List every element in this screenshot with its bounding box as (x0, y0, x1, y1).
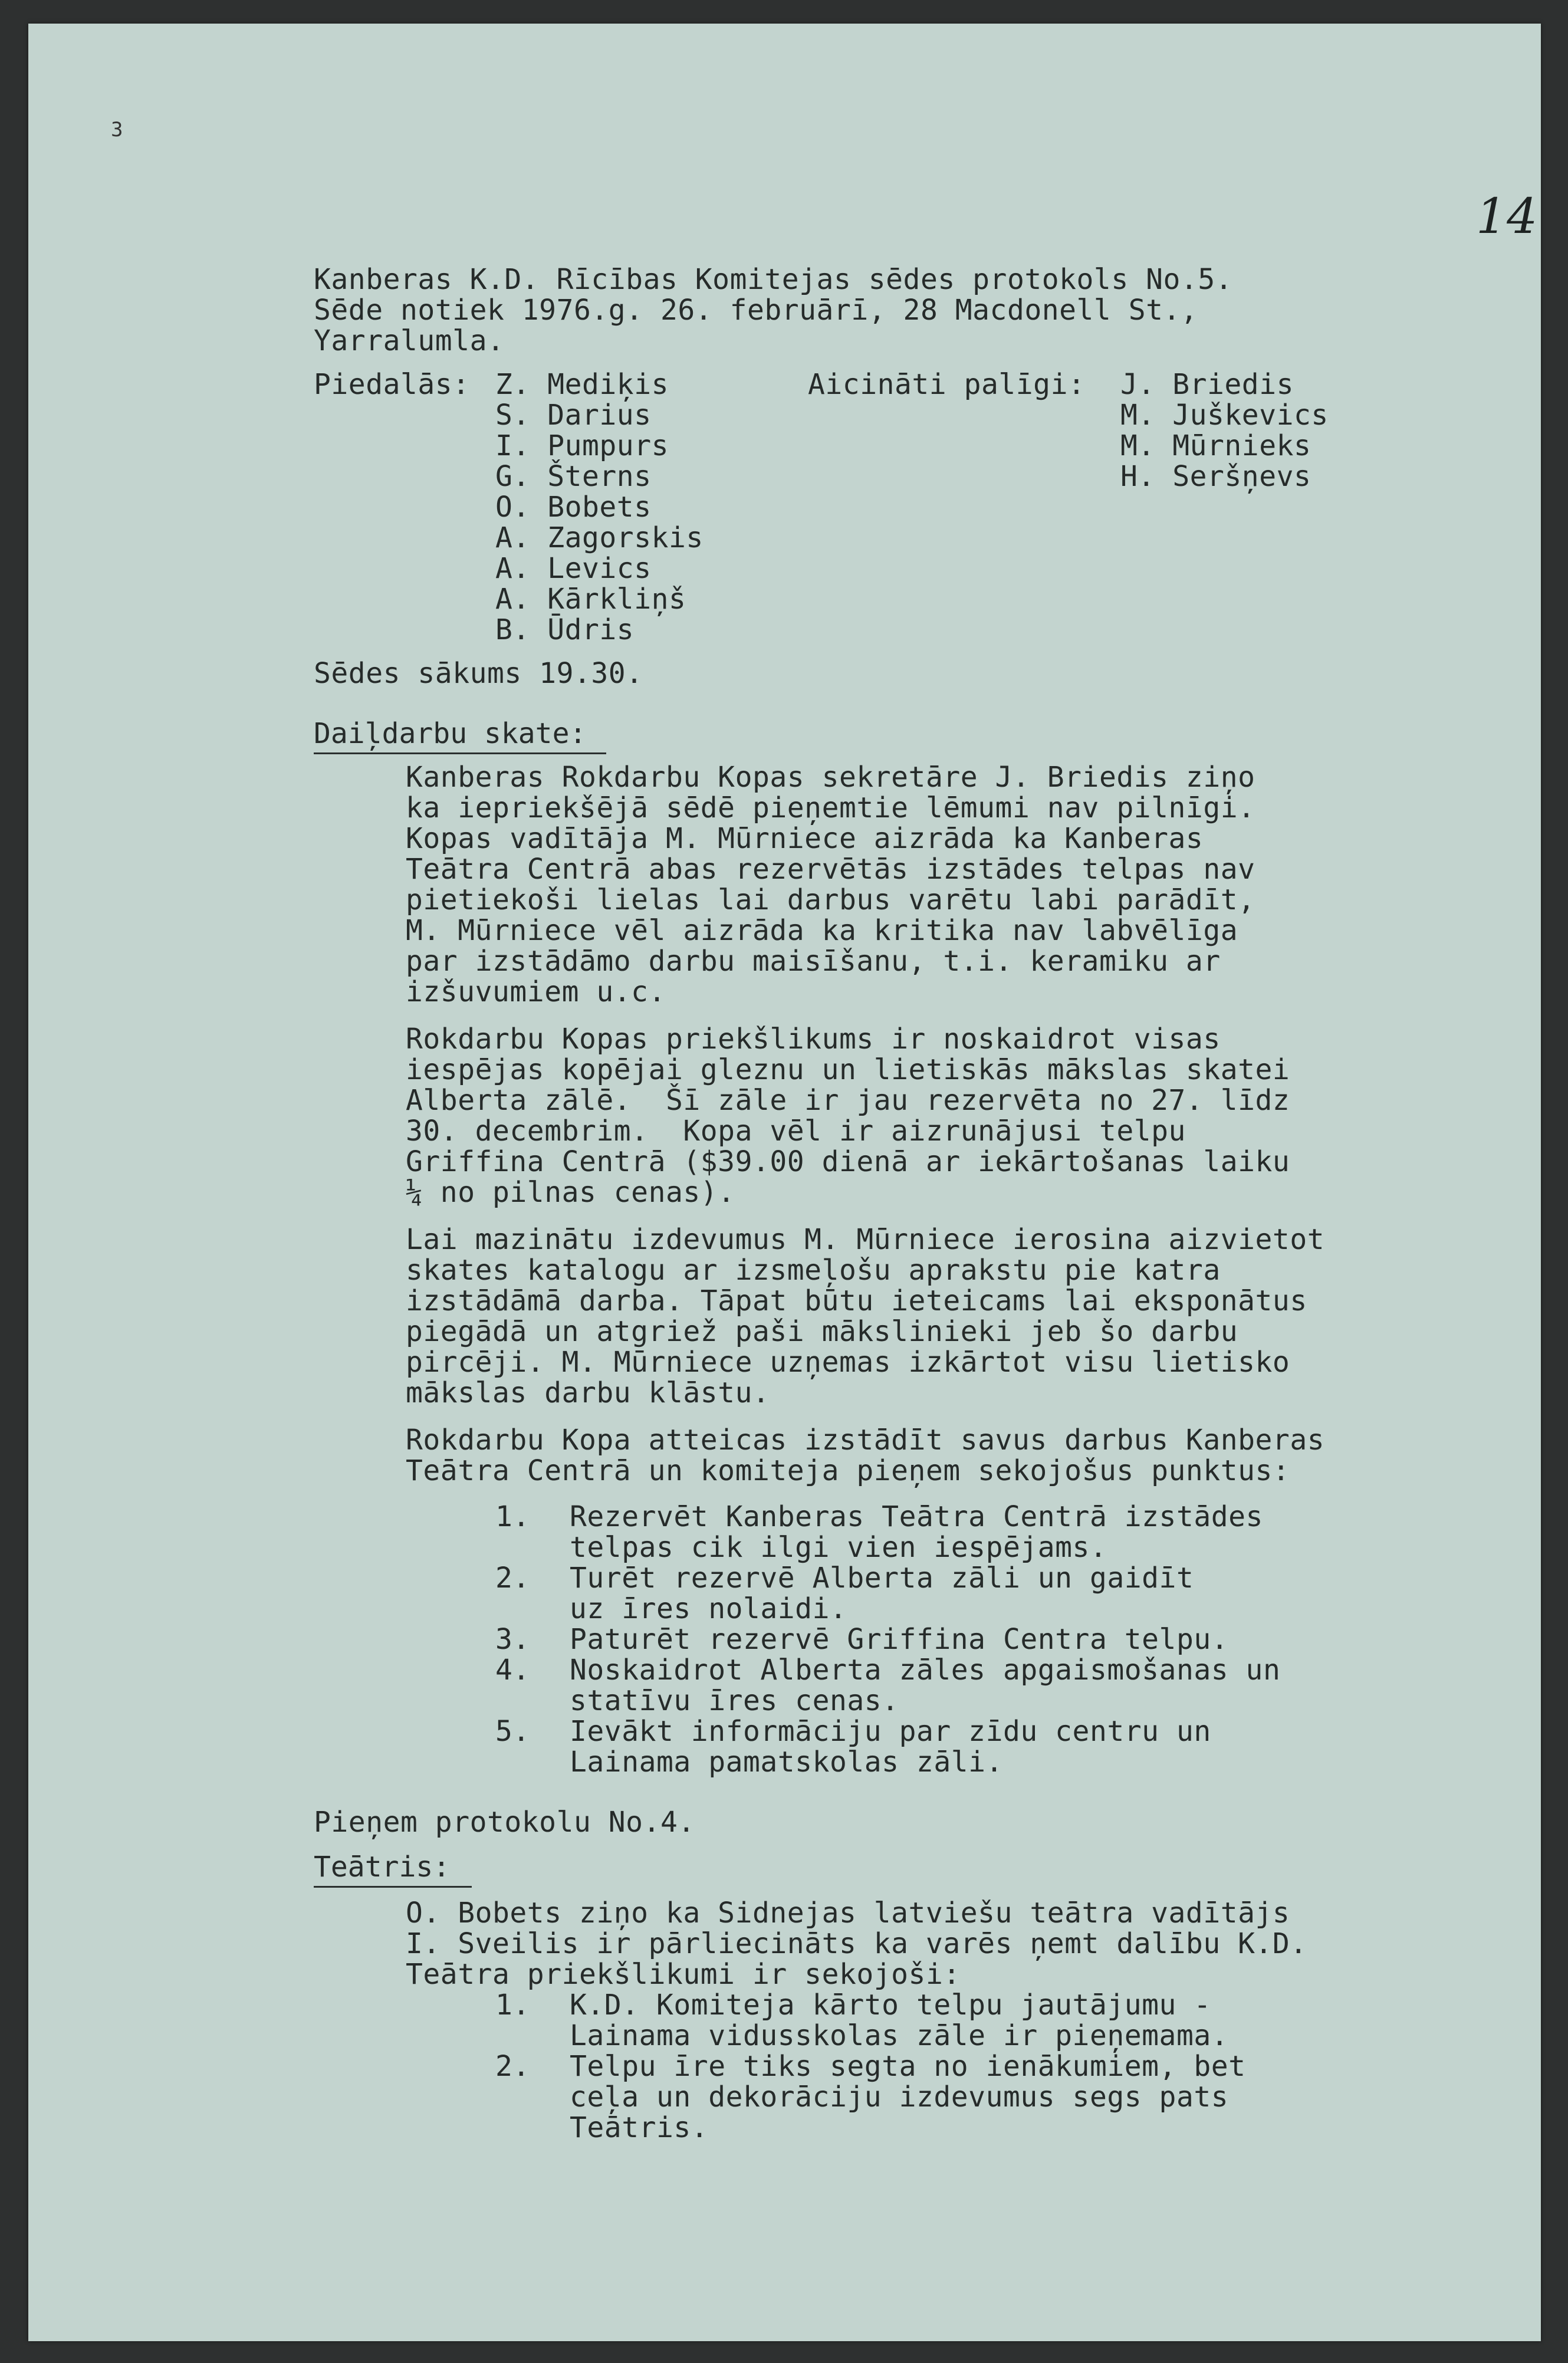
s1-point-1-line-1: Rezervēt Kanberas Teātra Centrā izstādes (570, 1500, 1263, 1533)
s1-p3-line-4: piegādā un atgriež paši mākslinieki jeb šo darbu (406, 1315, 1238, 1348)
s1-p1-line-2: ka iepriekšējā sēdē pieņemtie lēmumi nav pilnīgi. (406, 791, 1255, 824)
s1-point-3-line-1: Paturēt rezervē Griffina Centra telpu. (570, 1623, 1229, 1656)
s1-point-5-line-1: Ievākt informāciju par zīdu centru un (570, 1715, 1211, 1748)
s1-point-4-number: 4. (495, 1654, 530, 1687)
attendee-9: B. Ūdris (495, 613, 635, 646)
s1-p1-line-7: par izstādāmo darbu maisīšanu, t.i. keramiku ar (406, 945, 1221, 978)
s1-p3-line-2: skates katalogu ar izsmeļošu aprakstu pie katra (406, 1254, 1221, 1287)
s1-point-1-number: 1. (495, 1500, 530, 1533)
header-line-2: Sēde notiek 1976.g. 26. februārī, 28 Macdonell St., (314, 294, 1198, 327)
helpers-label: Aicināti palīgi: (808, 368, 1086, 401)
s2-point-2-line-3: Teātris. (570, 2111, 709, 2144)
helper-3: M. Mūrnieks (1120, 429, 1311, 462)
s1-p1-line-3: Kopas vadītāja M. Mūrniece aizrāda ka Kanberas (406, 822, 1204, 855)
s1-p3-line-3: izstādāmā darba. Tāpat būtu ieteicams lai eksponātus (406, 1284, 1307, 1317)
s2-point-2-number: 2. (495, 2050, 530, 2083)
s1-p2-line-2: iespējas kopējai gleznu un lietiskās mākslas skatei (406, 1053, 1290, 1086)
s1-p2-line-3: Alberta zālē. Šī zāle ir jau rezervēta no 27. līdz (406, 1084, 1290, 1117)
section-heading-artwork: Daiļdarbu skate: (314, 717, 587, 750)
s1-p2-line-5: Griffina Centrā ($39.00 dienā ar iekārtošanas laiku (406, 1145, 1290, 1178)
s1-point-4-line-2: statīvu īres cenas. (570, 1684, 899, 1717)
s1-p1-line-4: Teātra Centrā abas rezervētās izstādes telpas nav (406, 853, 1255, 886)
protocol-line: Pieņem protokolu No.4. (314, 1806, 695, 1839)
heading-underline (314, 752, 606, 754)
helper-4: H. Seršņevs (1120, 460, 1311, 493)
start-time: Sēdes sākums 19.30. (314, 657, 643, 690)
attendee-2: S. Darius (495, 399, 652, 432)
s1-point-4-line-1: Noskaidrot Alberta zāles apgaismošanas un (570, 1654, 1281, 1687)
s2-p1-line-3: Teātra priekšlikumi ir sekojoši: (406, 1958, 961, 1991)
s2-point-1-line-1: K.D. Komiteja kārto telpu jautājumu - (570, 1989, 1211, 2022)
document-page (28, 24, 1541, 2341)
s1-p3-line-6: mākslas darbu klāstu. (406, 1376, 770, 1409)
s1-point-2-line-2: uz īres nolaidi. (570, 1592, 847, 1625)
attendee-8: A. Kārkliņš (495, 583, 686, 616)
s1-point-5-number: 5. (495, 1715, 530, 1748)
s1-p1-line-1: Kanberas Rokdarbu Kopas sekretāre J. Briedis ziņo (406, 761, 1255, 794)
attendee-6: A. Zagorskis (495, 521, 704, 554)
s1-p3-line-5: pircēji. M. Mūrniece uzņemas izkārtot visu lietisko (406, 1346, 1290, 1379)
attendees-label: Piedalās: (314, 368, 470, 401)
s1-p1-line-5: pietiekoši lielas lai darbus varētu labi parādīt, (406, 883, 1255, 916)
header-line-1: Kanberas K.D. Rīcības Komitejas sēdes protokols No.5. (314, 263, 1233, 296)
s1-point-2-line-1: Turēt rezervē Alberta zāli un gaidīt (570, 1562, 1194, 1595)
corner-mark: 3 (111, 118, 123, 142)
s1-p1-line-6: M. Mūrniece vēl aizrāda ka kritika nav labvēlīga (406, 914, 1238, 947)
helper-2: M. Juškevics (1120, 399, 1329, 432)
s1-p3-line-1: Lai mazinātu izdevumus M. Mūrniece ierosina aizvietot (406, 1223, 1325, 1256)
header-line-3: Yarralumla. (314, 324, 505, 357)
attendee-1: Z. Mediķis (495, 368, 669, 401)
s2-p1-line-2: I. Sveilis ir pārliecināts ka varēs ņemt dalību K.D. (406, 1927, 1307, 1960)
attendee-5: O. Bobets (495, 491, 652, 524)
heading-underline (314, 1886, 472, 1888)
attendee-3: I. Pumpurs (495, 429, 669, 462)
s1-point-5-line-2: Lainama pamatskolas zāli. (570, 1746, 1003, 1779)
s1-p1-line-8: izšuvumiem u.c. (406, 975, 666, 1008)
s2-point-2-line-2: ceļa un dekorāciju izdevumus segs pats (570, 2081, 1229, 2114)
s1-p2-line-6: ¼ no pilnas cenas). (406, 1176, 735, 1209)
s1-p2-line-1: Rokdarbu Kopas priekšlikums ir noskaidrot visas (406, 1023, 1221, 1056)
s1-point-1-line-2: telpas cik ilgi vien iespējams. (570, 1531, 1107, 1564)
helper-1: J. Briedis (1120, 368, 1294, 401)
s2-p1-line-1: O. Bobets ziņo ka Sidnejas latviešu teātra vadītājs (406, 1897, 1290, 1930)
attendee-4: G. Šterns (495, 460, 652, 493)
s2-point-1-line-2: Lainama vidusskolas zāle ir pieņemama. (570, 2019, 1229, 2052)
s1-point-3-number: 3. (495, 1623, 530, 1656)
attendee-7: A. Levics (495, 552, 652, 585)
s1-p2-line-4: 30. decembrim. Kopa vēl ir aizrunājusi telpu (406, 1115, 1186, 1148)
s2-point-2-line-1: Telpu īre tiks segta no ienākumiem, bet (570, 2050, 1246, 2083)
s2-point-1-number: 1. (495, 1989, 530, 2022)
s1-p4-line-2: Teātra Centrā un komiteja pieņem sekojošus punktus: (406, 1454, 1290, 1487)
s1-point-2-number: 2. (495, 1562, 530, 1595)
section-heading-theatre: Teātris: (314, 1851, 451, 1884)
page-number: 14 (1476, 189, 1538, 245)
s1-p4-line-1: Rokdarbu Kopa atteicas izstādīt savus darbus Kanberas (406, 1424, 1325, 1457)
